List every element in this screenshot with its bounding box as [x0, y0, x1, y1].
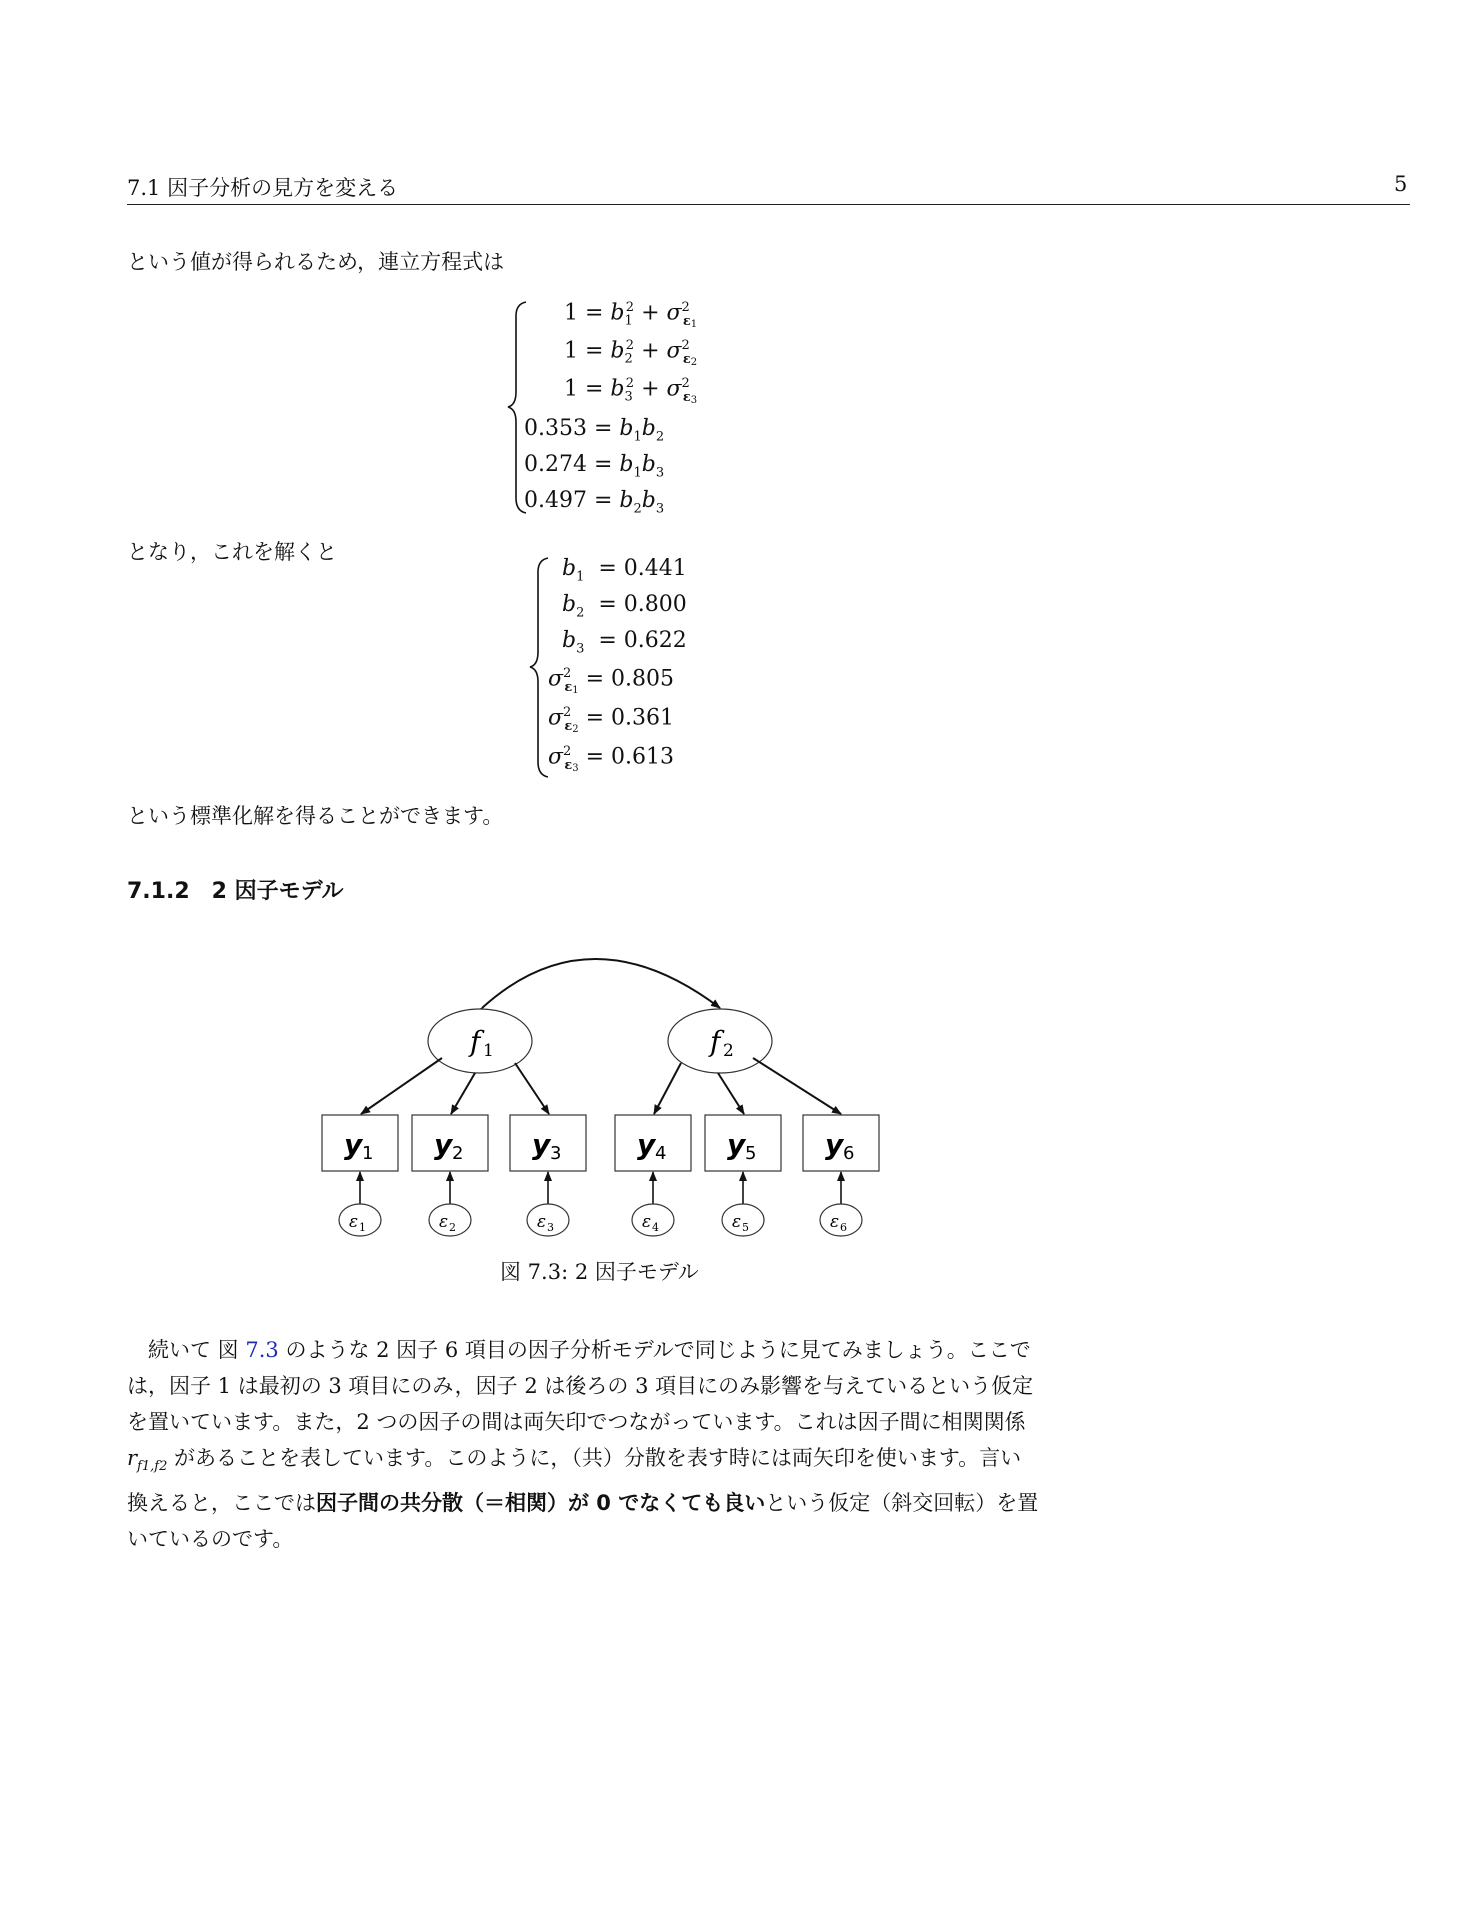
equation-row-3: $1 = b_3^2 + \sigma^2_{\varepsilon 3}$ — [564, 376, 698, 406]
svg-text:y: y — [637, 1128, 656, 1161]
svg-text:y: y — [825, 1128, 844, 1161]
emphasis-text: 因子間の共分散（＝相関）が 0 でなくても良い — [316, 1491, 766, 1516]
item-box-y2 — [412, 1115, 488, 1171]
solution-row-5: $\sigma^2_{\varepsilon 2} = 0.361$ — [548, 705, 674, 735]
error-e6 — [820, 1204, 862, 1236]
left-brace-icon — [506, 300, 530, 515]
paragraph-line-5: 換えると，ここでは因子間の共分散（＝相関）が 0 でなくても良いという仮定（斜交回転）を置 — [127, 1491, 1039, 1516]
loading-arrow-f1-y3 — [515, 1063, 549, 1114]
equation-row-5: $0.274 = b_1b_3$ — [524, 452, 665, 481]
item-box-y4 — [615, 1115, 691, 1171]
equation-row-6: $0.497 = b_2b_3$ — [524, 488, 665, 517]
svg-text:ε: ε — [830, 1212, 840, 1232]
error-e1 — [339, 1204, 381, 1236]
solve-text: となり，これを解くと — [127, 540, 337, 564]
svg-text:1: 1 — [359, 1221, 366, 1234]
svg-text:2: 2 — [452, 1143, 464, 1164]
running-header-section: 7.1 因子分析の見方を変える — [127, 176, 399, 200]
solution-row-6: $\sigma^2_{\varepsilon 3} = 0.613$ — [548, 744, 674, 774]
equation-row-4: $0.353 = b_1b_2$ — [524, 416, 665, 445]
loading-arrow-f2-y4 — [654, 1063, 681, 1114]
section-title: 7.1.2 2 因子モデル — [127, 879, 344, 904]
svg-text:6: 6 — [840, 1221, 847, 1234]
factor-f2 — [668, 1009, 772, 1073]
svg-text:ε: ε — [642, 1212, 652, 1232]
svg-text:4: 4 — [655, 1143, 667, 1164]
header-rule — [127, 204, 1410, 205]
solution-row-3: $b_3 = 0.622$ — [562, 628, 687, 657]
svg-text:2: 2 — [449, 1221, 456, 1234]
paragraph-line-4: $r_{f1,f2}$ があることを表しています。このように，（共）分散を表す時には両矢印を使います。言い — [127, 1446, 1022, 1475]
paragraph-line-3: を置いています。また，2 つの因子の間は両矢印でつながっています。これは因子間に相関関係 — [127, 1410, 1026, 1434]
error-e2 — [429, 1204, 471, 1236]
svg-text:2: 2 — [723, 1041, 734, 1061]
error-e3 — [527, 1204, 569, 1236]
svg-text:y: y — [434, 1128, 453, 1161]
result-text: という標準化解を得ることができます。 — [127, 804, 504, 828]
svg-text:y: y — [344, 1128, 363, 1161]
svg-text:y: y — [532, 1128, 551, 1161]
page-number: 5 — [1394, 172, 1408, 196]
svg-text:3: 3 — [547, 1221, 554, 1234]
figure-reference-link[interactable]: 7.3 — [245, 1338, 279, 1362]
paragraph-line-1: 続いて 図 7.3 のような 2 因子 6 項目の因子分析モデルで同じように見てみましょう。ここで — [127, 1338, 1031, 1362]
loading-arrow-f2-y6 — [753, 1058, 841, 1114]
loading-arrow-f2-y5 — [718, 1073, 744, 1114]
item-box-y1 — [322, 1115, 398, 1171]
paragraph-line-2: は，因子 1 は最初の 3 項目にのみ，因子 2 は後ろの 3 項目にのみ影響を与えているという仮定 — [127, 1374, 1034, 1398]
error-e4 — [632, 1204, 674, 1236]
equation-row-2: $1 = b_2^2 + \sigma^2_{\varepsilon 2}$ — [564, 338, 698, 368]
svg-text:f: f — [710, 1025, 721, 1058]
svg-text:5: 5 — [742, 1221, 749, 1234]
solution-row-2: $b_2 = 0.800$ — [562, 592, 687, 621]
intro-text: という値が得られるため，連立方程式は — [127, 250, 505, 274]
svg-text:1: 1 — [362, 1143, 374, 1164]
item-box-y5 — [705, 1115, 781, 1171]
loading-arrow-f1-y1 — [361, 1058, 442, 1114]
equation-system-1 — [506, 300, 816, 515]
loading-arrow-f1-y2 — [451, 1073, 475, 1114]
svg-text:3: 3 — [550, 1143, 562, 1164]
svg-text:ε: ε — [537, 1212, 547, 1232]
paragraph-line-6: いているのです。 — [127, 1527, 294, 1552]
svg-text:6: 6 — [843, 1143, 855, 1164]
covariance-arrow — [482, 959, 720, 1008]
item-box-y6 — [803, 1115, 879, 1171]
svg-text:y: y — [727, 1128, 746, 1161]
solution-row-4: $\sigma^2_{\varepsilon 1} = 0.805$ — [548, 666, 674, 696]
svg-text:ε: ε — [439, 1212, 449, 1232]
factor-model-diagram — [0, 940, 1484, 1280]
item-box-y3 — [510, 1115, 586, 1171]
solution-row-1: $b_1 = 0.441$ — [562, 556, 687, 585]
body-paragraph — [127, 1332, 1087, 1557]
svg-text:4: 4 — [652, 1221, 659, 1234]
error-e5 — [722, 1204, 764, 1236]
equation-system-2 — [528, 556, 788, 778]
svg-text:ε: ε — [732, 1212, 742, 1232]
svg-text:1: 1 — [483, 1041, 494, 1061]
figure-caption: 図 7.3: 2 因子モデル — [500, 1260, 699, 1284]
svg-text:5: 5 — [745, 1143, 757, 1164]
svg-text:ε: ε — [349, 1212, 359, 1232]
svg-text:f: f — [470, 1025, 481, 1058]
equation-row-1: $1 = b_1^2 + \sigma^2_{\varepsilon 1}$ — [564, 300, 698, 330]
